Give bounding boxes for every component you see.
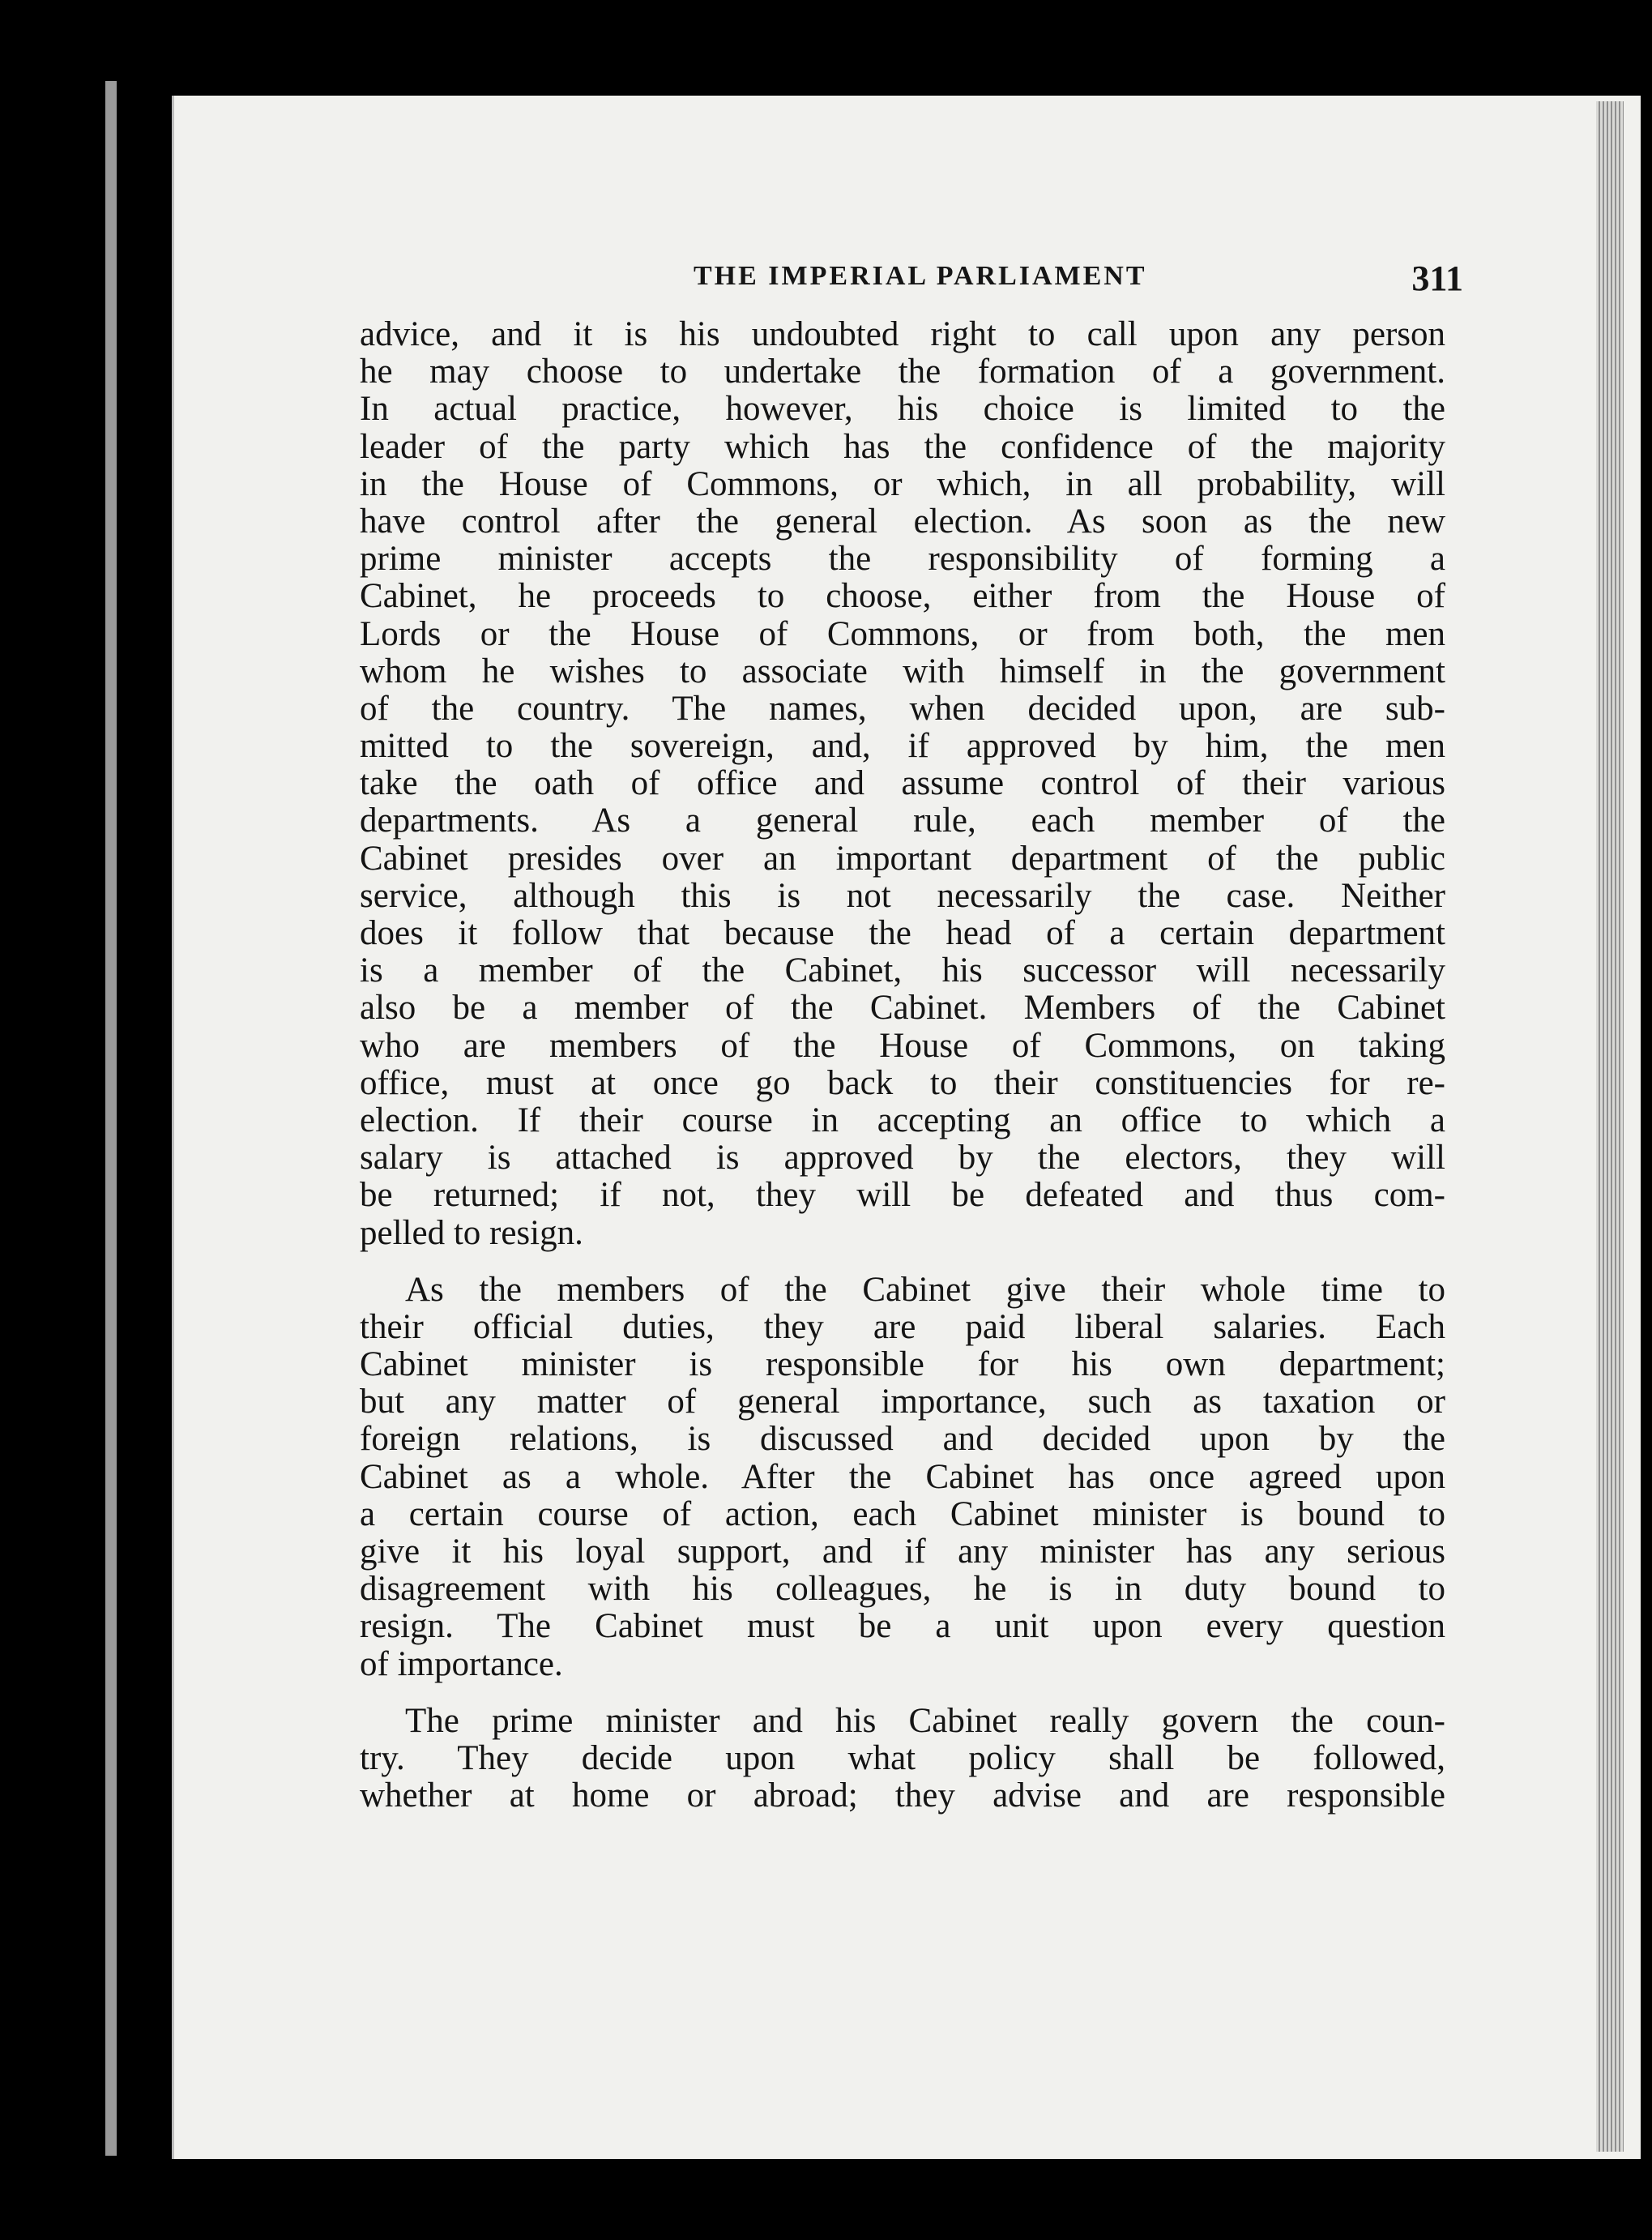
text-line: salary is attached is approved by the electors, they will [360,1139,1445,1178]
text-line: Lords or the House of Commons, or from both, the men [360,615,1445,653]
body-text [360,316,1445,1815]
text-line: also be a member of the Cabinet. Members of the Cabinet [360,990,1445,1028]
text-line: Cabinet minister is responsible for his own department; [360,1346,1445,1384]
text-line: give it his loyal support, and if any minister has any serious [360,1533,1445,1571]
text-line: whom he wishes to associate with himself in the government [360,652,1445,690]
paragraph [360,1272,1445,1683]
paragraph [360,1703,1445,1815]
text-line: Cabinet, he proceeds to choose, either from the House of [360,578,1445,616]
text-line: but any matter of general importance, such as taxation or [360,1383,1445,1421]
page-header [694,258,1463,306]
text-line: their official duties, they are paid liberal salaries. Each [360,1308,1445,1346]
text-line: leader of the party which has the confidence of the majority [360,428,1445,466]
text-line: whether at home or abroad; they advise and are responsible [360,1777,1445,1815]
text-line: In actual practice, however, his choice is limited to the [360,391,1445,429]
text-line: of the country. The names, when decided upon, are sub- [360,690,1445,728]
text-line: office, must at once go back to their constituencies for re- [360,1064,1445,1102]
running-title: THE IMPERIAL PARLIAMENT [694,261,1147,291]
text-line: be returned; if not, they will be defeated and thus com- [360,1177,1445,1215]
text-line: The prime minister and his Cabinet really govern the coun- [405,1702,1445,1740]
text-line: departments. As a general rule, each member of the [360,802,1445,840]
text-line: resign. The Cabinet must be a unit upon every question [360,1608,1445,1646]
text-line: have control after the general election. As soon as the new [360,502,1445,541]
text-line: prime minister accepts the responsibility of forming a [360,541,1445,579]
text-line: take the oath of office and assume control of their various [360,765,1445,803]
text-line: who are members of the House of Commons, on taking [360,1027,1445,1065]
text-line: in the House of Commons, or which, in all probability, will [360,465,1445,503]
text-line: foreign relations, is discussed and decided upon by the [360,1421,1445,1459]
text-line: a certain course of action, each Cabinet minister is bound to [360,1495,1445,1533]
text-line: As the members of the Cabinet give their whole time to [405,1271,1445,1309]
binding-edge [105,81,117,2156]
text-line: does it follow that because the head of a certain department [360,915,1445,952]
text-line: disagreement with his colleagues, he is in duty bound to [360,1571,1445,1609]
text-line: he may choose to undertake the formation of a government. [360,353,1445,391]
text-line: Cabinet presides over an important department of the public [360,840,1445,878]
text-line: pelled to resign. [360,1214,583,1252]
paragraph [360,316,1445,1252]
text-line: mitted to the sovereign, and, if approved by him, the men [360,728,1445,766]
text-line: of importance. [360,1645,563,1683]
text-line: advice, and it is his undoubted right to call upon any person [360,316,1445,353]
text-line: Cabinet as a whole. After the Cabinet has once agreed upon [360,1458,1445,1496]
text-line: is a member of the Cabinet, his successor will necessarily [360,952,1445,990]
text-line: election. If their course in accepting an office to which a [360,1101,1445,1139]
text-line: try. They decide upon what policy shall be followed, [360,1739,1445,1777]
text-line: service, although this is not necessarily the case. Neither [360,877,1445,915]
page-number: 311 [1411,259,1463,298]
page-stack-edge [1596,101,1624,2152]
